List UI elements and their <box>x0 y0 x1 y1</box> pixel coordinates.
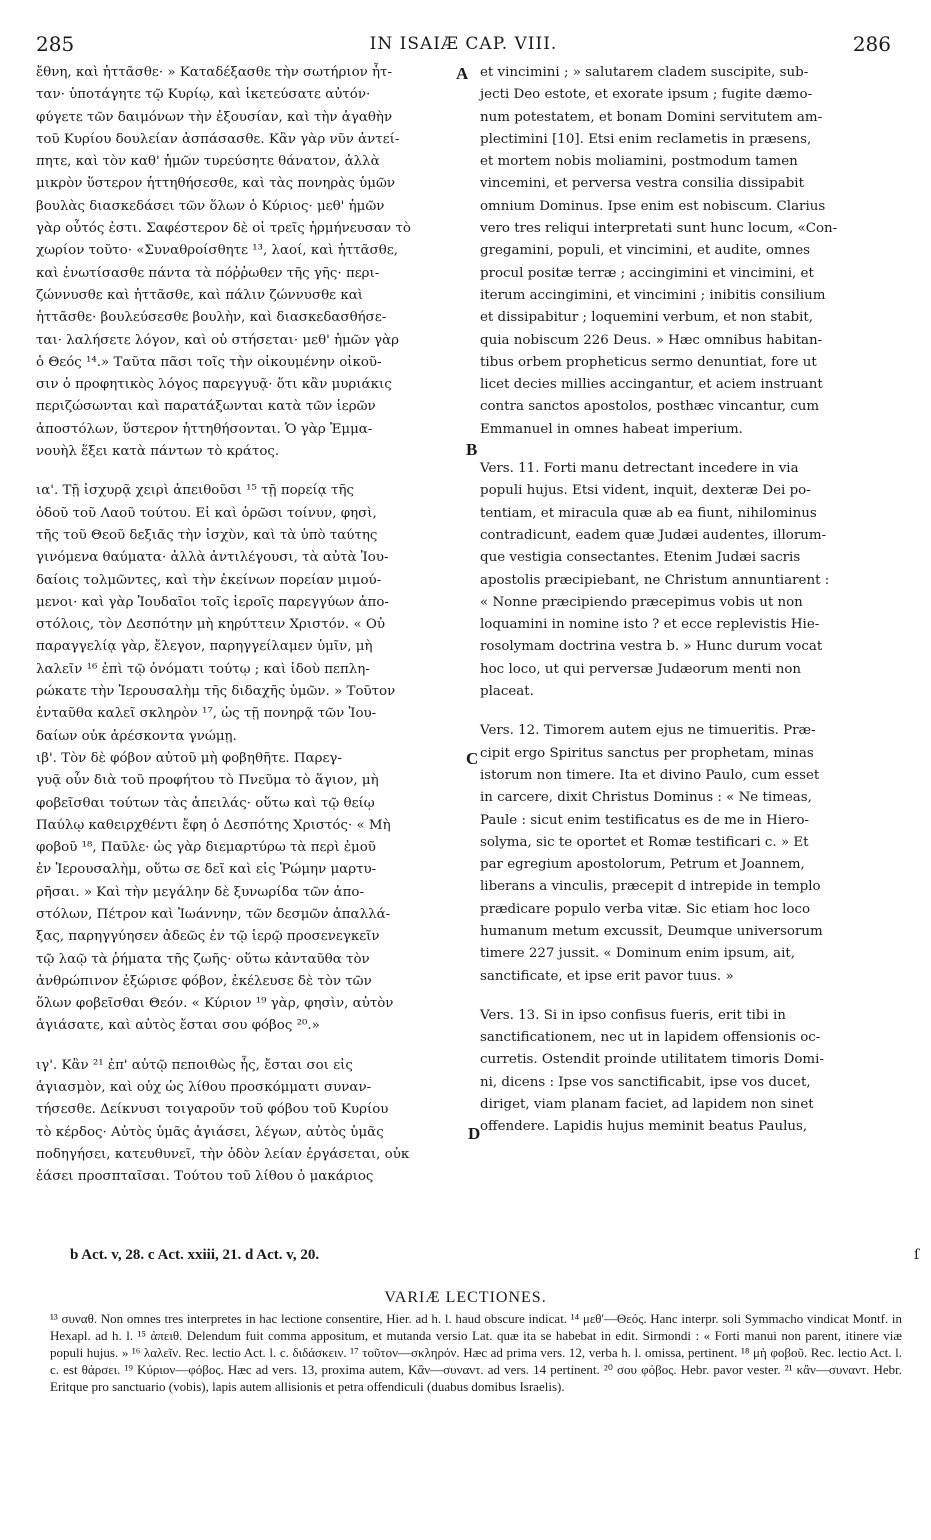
latin-line: sanctificate, et ipse erit pavor tuus. » <box>480 968 734 984</box>
latin-line: istorum non timere. Ita et divino Paulo, cum esset <box>480 767 820 783</box>
latin-line: apostolis præcipiebant, ne Christum annuntiarent : <box>480 572 830 588</box>
greek-line: σιν ὁ προφητικὸς λόγος παρεγγυᾷ· ὅτι κἂν μυριάκις <box>36 377 392 393</box>
greek-line: βουλὰς διασκεδάσει τῶν ὅλων ὁ Κύριος· μεθ' ἡμῶν <box>36 198 385 214</box>
latin-line: curretis. Ostendit proinde utilitatem timoris Domi- <box>480 1052 824 1068</box>
greek-line: ποδηγήσει, κατευθυνεῖ, τὴν ὁδὸν λείαν ἐργάσεται, οὐκ <box>36 1146 410 1162</box>
page-header <box>36 32 891 58</box>
greek-line: ἀνθρώπινον ἐξώρισε φόβον, ἐκέλευσε δὲ τὸν τῶν <box>36 973 372 989</box>
latin-line: omnium Dominus. Ipse enim est nobiscum. Clarius <box>480 198 826 214</box>
greek-line: νουὴλ ἕξει κατὰ πάντων τὸ κράτος. <box>36 444 280 460</box>
greek-line: ὅλων φοβεῖσθαι Θεόν. « Κύριον ¹⁹ γὰρ, φησὶν, αὐτὸν <box>36 996 394 1012</box>
greek-line: τὸ κέρδος· Αὐτὸς ὑμᾶς ἁγιάσει, λέγων, αὐτὸς ὑμᾶς <box>36 1124 384 1140</box>
greek-line: ἁγιάσατε, καὶ αὐτὸς ἔσται σου φόβος ²⁰.» <box>36 1018 320 1034</box>
variae-lectiones-title: VARIÆ LECTIONES. <box>384 1289 547 1306</box>
greek-line: περιζώσωνται καὶ παρατάξωνται κατὰ τῶν ἱερῶν <box>36 399 376 415</box>
latin-line: contradicunt, eadem quæ Judæi audentes, illorum- <box>480 527 827 543</box>
page-number-right: 286 <box>852 32 891 56</box>
latin-line: solyma, sic te oportet et Romæ testificari c. » Et <box>480 834 809 850</box>
latin-line: ni, dicens : Ipse vos sanctificabit, ipse vos ducet, <box>480 1074 811 1090</box>
latin-line: cipit ergo Spiritus sanctus per prophetam, minas <box>480 745 814 761</box>
latin-line: diriget, viam planam faciet, ad lapidem non sinet <box>480 1097 814 1113</box>
latin-line: jecti Deo estote, et exorate ipsum ; fugite dæmo- <box>480 87 813 103</box>
latin-line: et dissipabitur ; loquemini verbum, et non stabit, <box>480 310 814 326</box>
greek-line: ἔθνη, καὶ ἡττᾶσθε· » Καταδέξασθε τὴν σωτήριον ἧτ- <box>36 65 392 80</box>
latin-line: Paule : sicut enim testificatus es de me in Hiero- <box>480 812 810 828</box>
latin-line: quia nobiscum 226 Deus. » Hæc omnibus habitan- <box>480 332 823 348</box>
latin-line: hoc loco, ut qui perversæ Judæorum menti non <box>480 661 802 677</box>
greek-column <box>36 62 464 1189</box>
greek-line: τῆς τοῦ Θεοῦ δεξιᾶς τὴν ἰσχὺν, καὶ τὰ ὑπὸ ταύτης <box>36 527 378 543</box>
greek-line: ξας, παρηγγύησεν ἀδεῶς ἐν τῷ ἱερῷ προσενεγκεῖν <box>36 929 380 945</box>
latin-line: Vers. 13. Si in ipso confisus fueris, erit tibi in <box>480 1007 786 1023</box>
latin-line: plectimini [10]. Etsi enim reclametis in præsens, <box>480 131 812 147</box>
latin-line: et vincimini ; » salutarem cladem suscipite, sub- <box>480 65 809 80</box>
latin-line: « Nonne præcipiendo præcepimus vobis ut non <box>480 594 803 610</box>
latin-line: contra sanctos apostolos, posthæc vincantur, cum <box>480 399 820 415</box>
greek-line: δαίων οὐκ ἀρέσκοντα γνώμῃ. <box>36 728 237 744</box>
greek-line: Παύλῳ καθειρχθέντι ἔφη ὁ Δεσπότης Χριστός· « Μὴ <box>36 817 391 833</box>
running-title: IN ISAIÆ CAP. VIII. <box>369 34 558 54</box>
margin-letter-a: A <box>456 64 469 83</box>
latin-line: liberans a vinculis, præcepit d intrepide in templo <box>480 879 821 895</box>
latin-line: placeat. <box>480 684 534 700</box>
greek-line: φοβεῖσθαι τούτων τὰς ἀπειλάς· οὕτω καὶ τῷ θείῳ <box>36 795 375 811</box>
greek-line: ἐνταῦθα καλεῖ σκληρὸν ¹⁷, ὡς τῇ πονηρᾷ τῶν Ἰου- <box>36 706 377 722</box>
margin-letter-c: C <box>466 749 479 768</box>
latin-line: tibus orbem propheticus sermo denuntiat, fore ut <box>480 354 817 370</box>
greek-line: παραγγελίᾳ γὰρ, ἔλεγον, παρηγγείλαμεν ὑμῖν, μὴ <box>36 639 373 655</box>
latin-line: offendere. Lapidis hujus meminit beatus Paulus, <box>480 1119 808 1135</box>
greek-line: ρώκατε τὴν Ἱερουσαλὴμ τῆς διδαχῆς ὑμῶν. » Τοῦτον <box>36 684 396 700</box>
latin-line: par egregium apostolorum, Petrum et Joannem, <box>480 857 805 873</box>
greek-line: ταν· ὑποτάγητε τῷ Κυρίῳ, καὶ ἱκετεύσατε αὐτόν· <box>36 87 371 103</box>
greek-line: γὰρ οὗτός ἐστι. Σαφέστερον δὲ οἱ τρεῖς ἡρμήνευσαν τὸ <box>36 221 411 237</box>
latin-line: licet decies millies accingantur, et aciem instruant <box>480 377 823 393</box>
latin-line: sanctificationem, nec ut in lapidem offensionis oc- <box>480 1030 821 1046</box>
latin-line: timere 227 jussit. « Dominum enim ipsum, ait, <box>480 946 796 962</box>
latin-line: gregamini, populi, et vincimini, et audite, omnes <box>480 243 810 259</box>
greek-line: ζώννυσθε καὶ ἡττᾶσθε, καὶ πάλιν ζώννυσθε καὶ <box>36 287 363 303</box>
greek-line: ὁδοῦ τοῦ Λαοῦ τούτου. Εἰ καὶ ὁρῶσι τοίνυν, φησὶ, <box>36 505 377 521</box>
greek-line: ἀποστόλων, ὕστερον ἡττηθήσονται. Ὁ γὰρ Ἐμμα- <box>36 421 373 437</box>
greek-line: χωρίον τοῦτο· «Συναθροίσθητε ¹³, λαοί, καὶ ἡττᾶσθε, <box>36 243 399 259</box>
greek-line: καὶ ἐνωτίσασθε πάντα τὰ πόῤῥωθεν τῆς γῆς· περι- <box>36 265 380 281</box>
margin-letter-b: B <box>466 440 478 459</box>
greek-line: τῷ λαῷ τὰ ῥήματα τῆς ζωῆς· οὕτω κἀνταῦθα τὸν <box>36 951 370 967</box>
latin-line: loquamini in nomine isto ? et ecce replevistis Hie- <box>480 617 820 633</box>
latin-line: et mortem nobis moliamini, postmodum tamen <box>480 154 798 170</box>
latin-line: vincemini, et perversa vestra consilia dissipabit <box>480 176 804 192</box>
greek-line: ιγ'. Κἂν ²¹ ἐπ' αὐτῷ πεποιθὼς ἧς, ἔσται σοι εἰς <box>36 1057 353 1073</box>
latin-line: que vestigia consectantes. Etenim Judæi sacris <box>480 550 801 566</box>
footnotes: b Act. v, 28. c Act. xxiii, 21. d Act. v, 20. <box>70 1247 320 1263</box>
greek-line: λαλεῖν ¹⁶ ἐπὶ τῷ ὀνόματι τούτῳ ; καὶ ἰδοὺ πεπλη- <box>36 661 370 677</box>
greek-line: ια'. Τῇ ἰσχυρᾷ χειρὶ ἀπειθοῦσι ¹⁵ τῇ πορείᾳ τῆς <box>36 483 354 499</box>
latin-line: rosolymam doctrina vestra b. » Hunc durum vocat <box>480 639 823 655</box>
greek-line: ιβ'. Τὸν δὲ φόβον αὐτοῦ μὴ φοβηθῆτε. Παρεγ- <box>36 750 342 766</box>
greek-line: στόλων, Πέτρον καὶ Ἰωάννην, τῶν δεσμῶν ἀπαλλά- <box>36 906 391 922</box>
greek-line: πητε, καὶ τὸν καθ' ἡμῶν τυρεύσητε θάνατον, ἀλλὰ <box>36 154 380 170</box>
latin-line: iterum accingimini, et vincimini ; inibitis consilium <box>480 287 826 303</box>
latin-line: populi hujus. Etsi vident, inquit, dexteræ Dei po- <box>480 483 811 499</box>
latin-line: num potestatem, et bonam Domini servitutem am- <box>480 109 823 125</box>
latin-line: in carcere, dixit Christus Dominus : « Ne timeas, <box>480 790 812 806</box>
latin-line: Vers. 12. Timorem autem ejus ne timueritis. Præ- <box>480 723 816 739</box>
greek-line: γυᾷ οὖν διὰ τοῦ προφήτου τὸ Πνεῦμα τὸ ἅγιον, μὴ <box>36 773 379 789</box>
greek-line: ἐάσει προσπταῖσαι. Τούτου τοῦ λίθου ὁ μακάριος <box>36 1169 374 1185</box>
greek-line: μενοι· καὶ γὰρ Ἰουδαῖοι τοῖς ἱεροῖς παρεγγύων ἀπο- <box>36 594 389 610</box>
greek-line: φύγετε τῶν δαιμόνων τὴν ἐξουσίαν, καὶ τὴν ἀγαθὴν <box>36 109 393 125</box>
greek-line: μικρὸν ὕστερον ἡττηθήσεσθε, καὶ τὰς πονηρὰς ὑμῶν <box>36 176 396 192</box>
greek-line: ἡττᾶσθε· βουλεύσεσθε βουλὴν, καὶ διασκεδασθήσε- <box>36 310 387 326</box>
latin-column <box>480 62 902 1139</box>
greek-line: τοῦ Κυρίου δουλείαν ἀσπάσασθε. Κἂν γὰρ νῦν ἀντεί- <box>36 131 400 147</box>
greek-line: τήσεσθε. Δείκνυσι τοιγαροῦν τοῦ φόβου τοῦ Κυρίου <box>36 1102 389 1118</box>
greek-line: ἁγιασμὸν, καὶ οὐχ ὡς λίθου προσκόμματι συναν- <box>36 1080 372 1096</box>
latin-line: tentiam, et miracula quæ ab ea fiunt, nihilominus <box>480 505 817 521</box>
greek-line: ὁ Θεός ¹⁴.» Ταῦτα πᾶσι τοῖς τὴν οἰκουμένην οἰκοῦ- <box>36 354 382 370</box>
greek-line: γινόμενα θαύματα· ἀλλὰ ἀντιλέγουσι, τὰ αὐτὰ Ἰου- <box>36 550 389 566</box>
greek-line: ἐν Ἱερουσαλὴμ, οὕτω σε δεῖ καὶ εἰς Ῥώμην μαρτυ- <box>36 862 377 878</box>
greek-line: δαίοις τολμῶντες, καὶ τὴν ἐκείνων πορείαν μιμού- <box>36 572 382 588</box>
latin-line: humanum metum excussit, Deumque universorum <box>480 923 823 939</box>
latin-line: Vers. 11. Forti manu detrectant incedere in via <box>480 461 799 477</box>
greek-line: ται· λαλήσετε λόγον, καὶ οὐ στήσεται· μεθ' ἡμῶν γὰρ <box>36 332 400 348</box>
margin-letter-d: D <box>468 1124 481 1143</box>
latin-line: procul positæ terræ ; accingimini et vincimini, et <box>480 265 814 281</box>
latin-line: prædicare populo verba vitæ. Sic etiam hoc loco <box>480 901 811 917</box>
latin-line: vero tres reliqui interpretati sunt hunc locum, «Con- <box>480 221 838 237</box>
page-number-left: 285 <box>36 32 75 56</box>
latin-line: Emmanuel in omnes habeat imperium. <box>480 421 743 437</box>
greek-line: ρῆσαι. » Καὶ τὴν μεγάλην δὲ ξυνωρίδα τῶν ἀπο- <box>36 884 364 900</box>
variae-lectiones-text: ¹³ συναθ. Non omnes tres interpretes in hac lectione consentire, Hier. ad h. l. haud obscure indicat. ¹⁴ μεθ'—Θεός. Hanc interpr. soli Symmacho vindicat Montf. in Hexapl. ad h. l. ¹⁵ ἀπειθ. Delendum fuit comma appositum, et mutanda versio Lat. quæ ita se habebat in edit. Sirmondi : « Forti manui non parent, itinere viæ populi hujus. » ¹⁶ λαλεῖν. Rec. lectio Act. l. c. διδάσκειν. ¹⁷ τοῦτον—σκληρόν. Hæc ad prima vers. 12, verba h. l. omissa, pertinent. ¹⁸ μὴ φοβοῦ. Rec. lectio Act. l. c. est θάρσει. ¹⁹ Κύριον—φόβος. Hæc ad vers. 13, proxima autem, Κἂν—συναντ. ad vers. 14 pertinent. ²⁰ σου φόβος. Hebr. pavor vester. ²¹ κἂν—συναντ. Hebr. Eritque pro sanctuario (vobis), lapis autem allisionis et petra offendiculi (duabus domibus Israelis). <box>50 1311 902 1394</box>
greek-line: στόλοις, τὸν Δεσπότην μὴ κηρύττειν Χριστόν. « Οὐ <box>36 617 385 633</box>
greek-line: φοβοῦ ¹⁸, Παῦλε· ὡς γὰρ διεμαρτύρω τὰ περὶ ἐμοῦ <box>36 840 376 856</box>
